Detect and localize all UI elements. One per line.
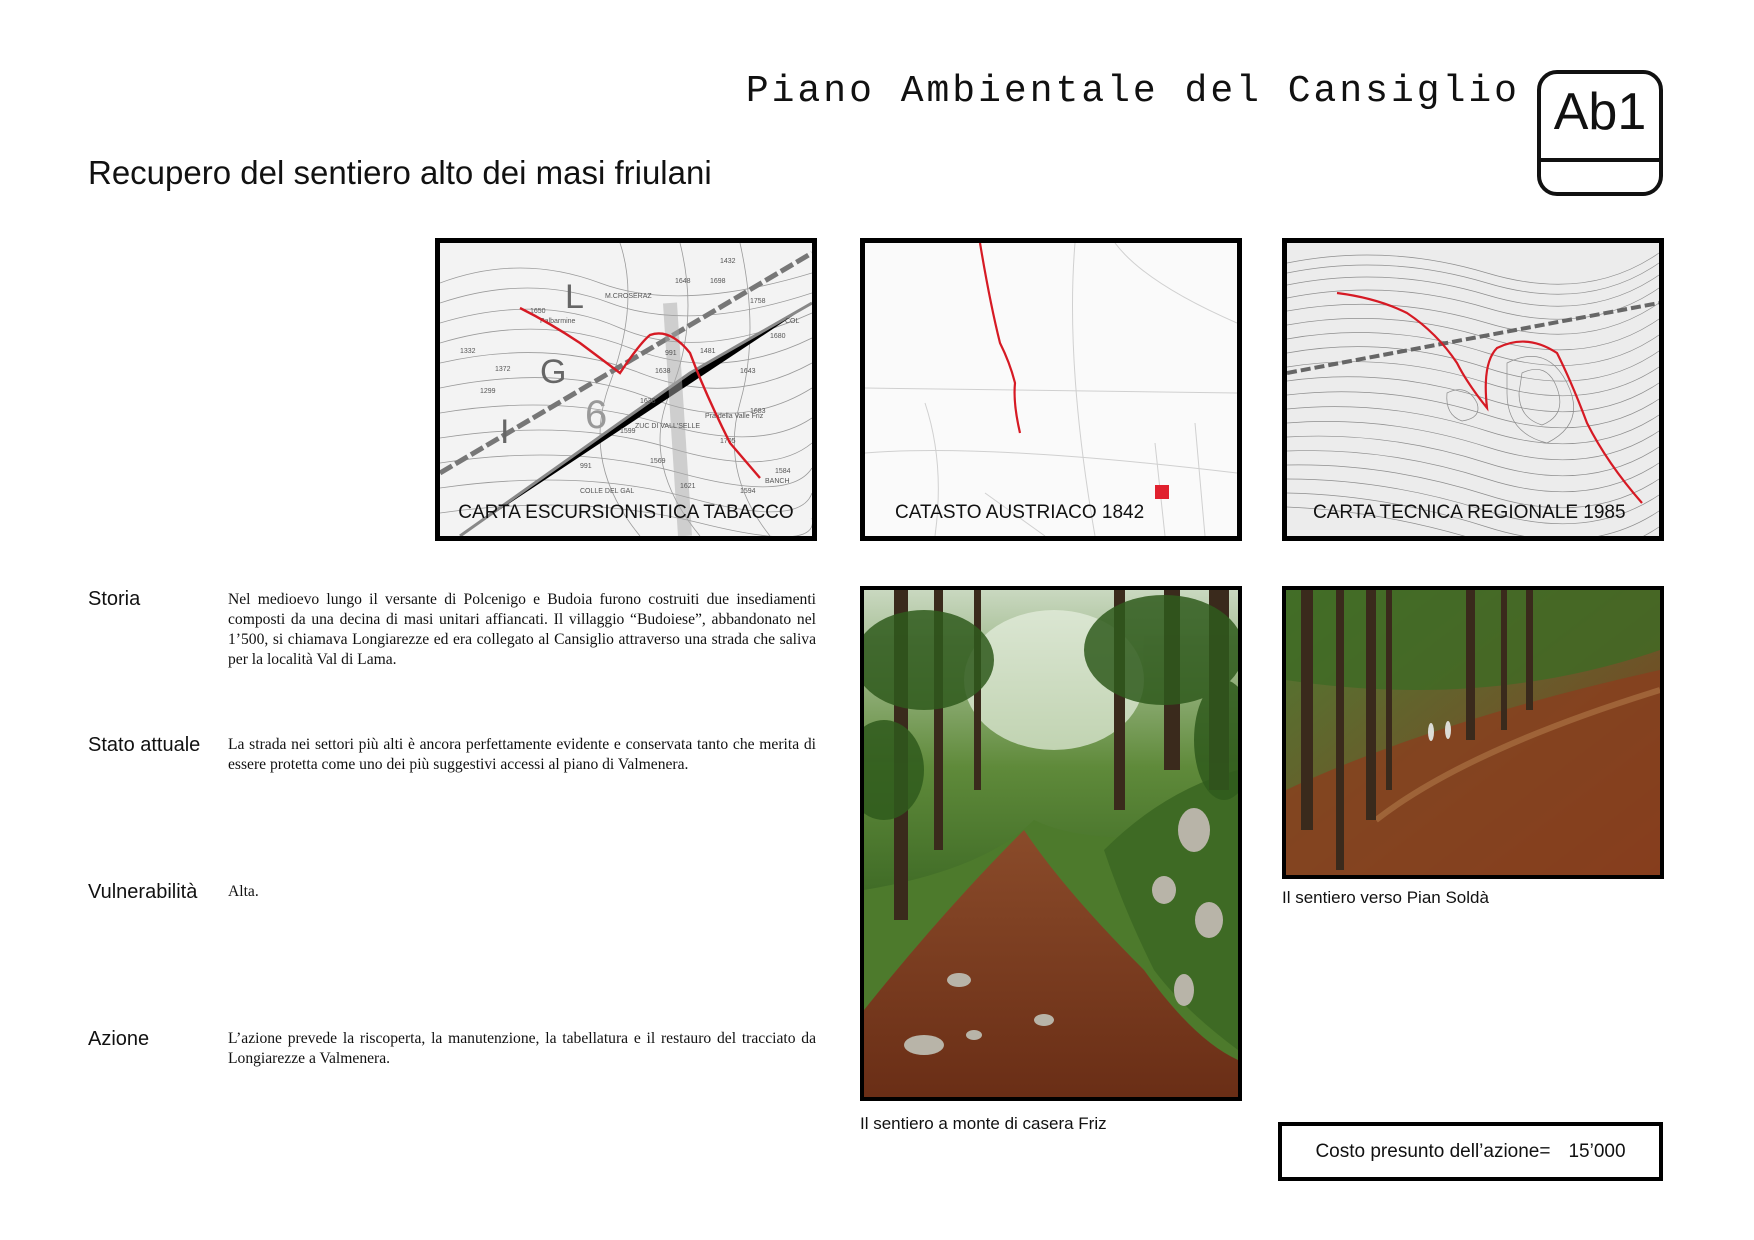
map-elevation-label: 1638 <box>640 398 656 405</box>
section-label-vulnerabilita: Vulnerabilità <box>88 881 198 903</box>
document-title: Piano Ambientale del Cansiglio <box>745 70 1520 113</box>
map-place-label: Palbarmine <box>540 318 576 325</box>
section-label-storia: Storia <box>88 588 141 610</box>
cost-label: Costo presunto dell’azione= <box>1315 1140 1551 1162</box>
location-marker <box>1155 485 1169 499</box>
map-tabacco <box>435 238 817 541</box>
map-elevation-label: 1332 <box>460 348 476 355</box>
map-place-label: M.CROSERAZ <box>605 293 652 300</box>
cost-box <box>1278 1122 1663 1181</box>
map-tabacco-image <box>440 243 812 536</box>
map-elevation-label: 1299 <box>480 388 496 395</box>
map-elevation-label: 1648 <box>675 278 691 285</box>
section-text-vulnerabilita: Alta. <box>228 883 259 900</box>
map-elevation-label: 1638 <box>655 368 671 375</box>
photo-hikers-trail-image <box>1286 590 1660 875</box>
map-elevation-label: 1643 <box>740 368 756 375</box>
map-elevation-label: 1584 <box>775 468 791 475</box>
map-elevation-label: 991 <box>580 463 592 470</box>
map-ctr-image <box>1287 243 1659 536</box>
sheet-subtitle: Recupero del sentiero alto dei masi friulani <box>88 154 712 191</box>
map-place-label: BANCH <box>765 478 790 485</box>
map-catasto-image <box>865 243 1237 536</box>
map-catasto <box>860 238 1242 541</box>
section-label-azione: Azione <box>88 1028 150 1050</box>
code-box-divider <box>1541 158 1659 162</box>
map-elevation-label: 1650 <box>530 308 546 315</box>
map-caption: CATASTO AUSTRIACO 1842 <box>895 502 1145 523</box>
map-elevation-label: 1621 <box>680 483 696 490</box>
section-text-storia: Nel medioevo lungo il versante di Polcenigo e Budoia furono costruiti due insediamenti composti da una decina di masi unitari affiancati. Il villaggio “Budoiese”, abbandonato nel 1’500, si chiamava Longiarezze ed era collegato al Cansiglio attraverso una strada che saliva per la località Val di Lama. <box>228 591 816 668</box>
sheet-code: Ab1 <box>1553 83 1647 141</box>
map-ctr <box>1282 238 1664 541</box>
map-place-label: ZUC DI VALL'SELLE <box>635 423 701 430</box>
map-place-label: COLLE DEL GAL <box>580 488 635 495</box>
map-big-letter: 6 <box>585 393 608 437</box>
map-big-letter: I <box>500 413 510 451</box>
map-elevation-label: 1698 <box>710 278 726 285</box>
map-elevation-label: 1683 <box>750 408 766 415</box>
photo-caption-side: Il sentiero verso Pian Soldà <box>1282 888 1489 907</box>
map-elevation-label: 991 <box>665 350 677 357</box>
sheet-code-box <box>1537 70 1663 196</box>
map-big-letter: L <box>565 278 584 316</box>
map-caption: CARTA TECNICA REGIONALE 1985 <box>1313 502 1626 523</box>
cost-value: 15’000 <box>1568 1140 1626 1162</box>
map-elevation-label: 1599 <box>620 428 636 435</box>
map-elevation-label: 1594 <box>740 488 756 495</box>
section-text-stato-attuale: La strada nei settori più alti è ancora perfettamente evidente e conservata tanto che merita di essere protetta come uno dei più suggestivi accessi al piano di Valmenera. <box>228 736 816 773</box>
map-elevation-label: 1680 <box>770 333 786 340</box>
map-caption: CARTA ESCURSIONISTICA TABACCO <box>458 502 794 523</box>
map-elevation-label: 1758 <box>750 298 766 305</box>
map-big-letter: G <box>540 353 567 391</box>
map-elevation-label: 1432 <box>720 258 736 265</box>
map-place-label: COL <box>785 318 800 325</box>
photo-forest-trail-image <box>864 590 1238 1097</box>
photo-caption-main: Il sentiero a monte di casera Friz <box>860 1114 1107 1133</box>
map-elevation-label: 1569 <box>650 458 666 465</box>
photo-trail-casera-friz <box>860 586 1242 1101</box>
photo-trail-pian-solda <box>1282 586 1664 879</box>
section-text-azione: L’azione prevede la riscoperta, la manutenzione, la tabellatura e il restauro del tracciato da Longiarezze a Valmenera. <box>228 1030 816 1067</box>
map-elevation-label: 1372 <box>495 366 511 373</box>
section-label-stato-attuale: Stato attuale <box>88 734 201 756</box>
map-place-label: Pra della Valle Friz <box>705 413 764 420</box>
map-elevation-label: 1481 <box>700 348 716 355</box>
map-elevation-label: 1705 <box>720 438 736 445</box>
